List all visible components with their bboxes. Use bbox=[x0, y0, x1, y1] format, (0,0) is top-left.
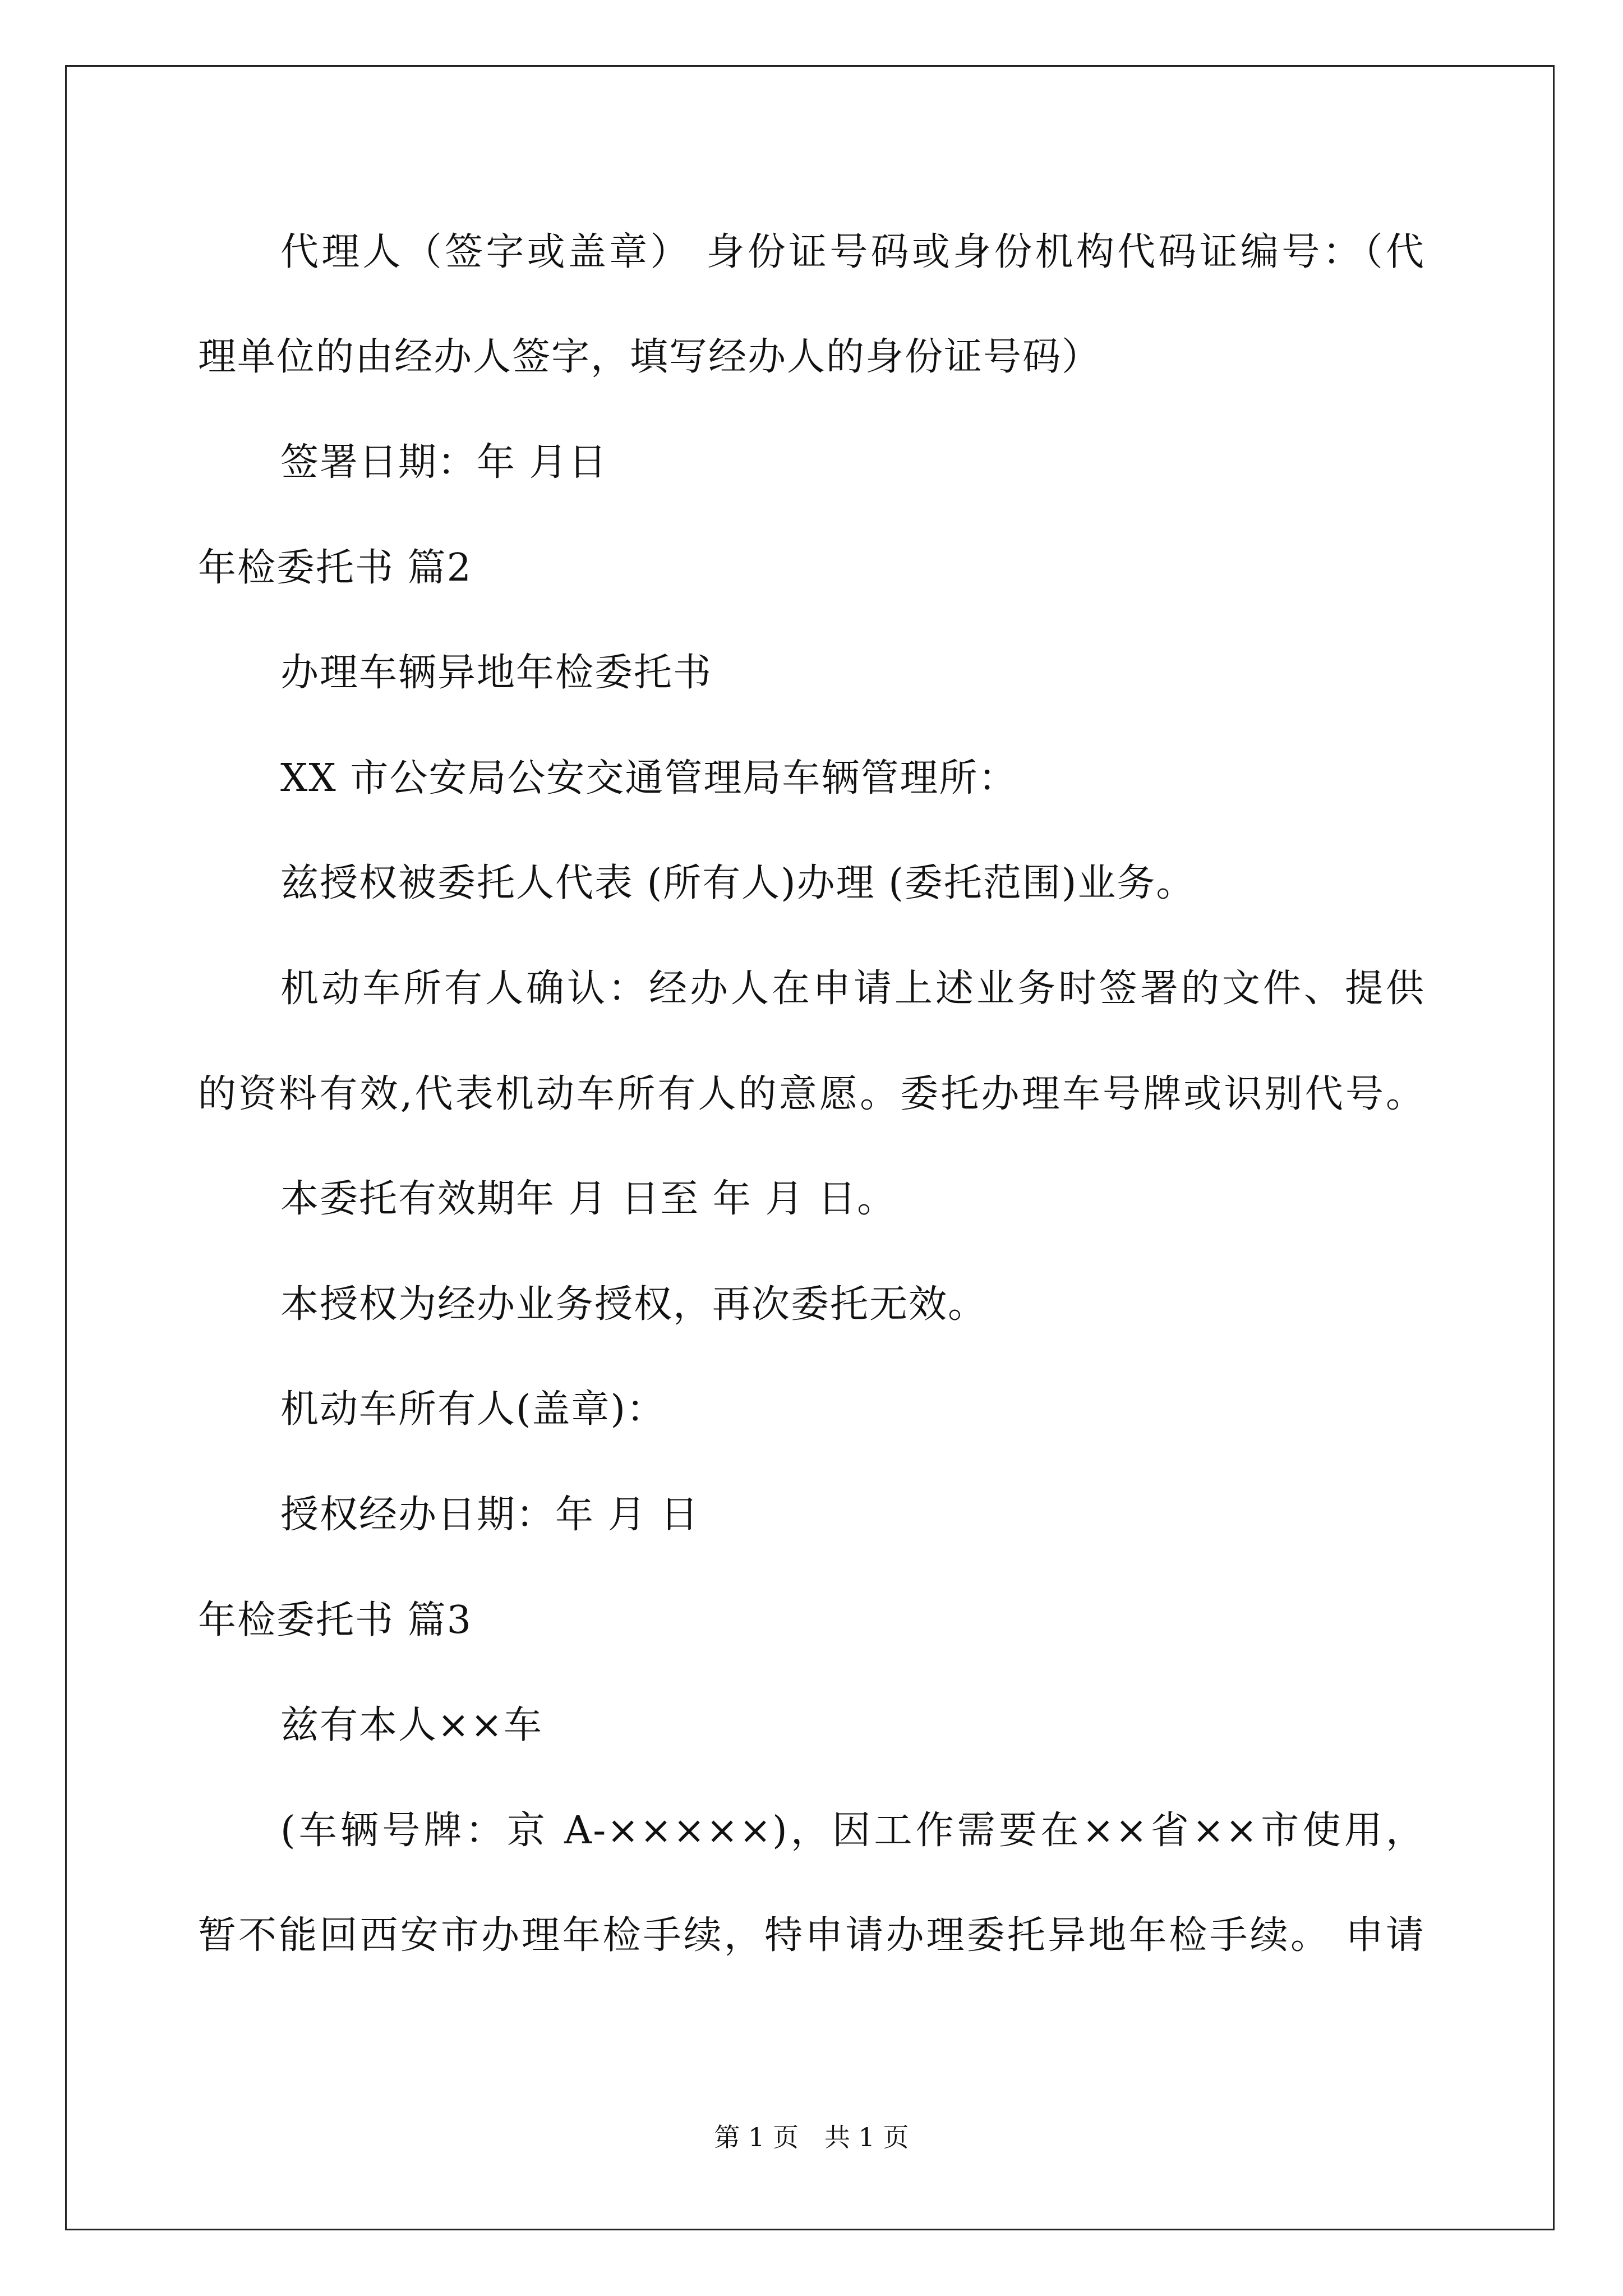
paragraph-line: 本授权为经办业务授权，再次委托无效。 bbox=[280, 1282, 988, 1327]
paragraph-line: 本委托有效期年 月 日至 年 月 日。 bbox=[280, 1177, 897, 1221]
section-heading: 年检委托书 篇3 bbox=[198, 1598, 472, 1642]
paragraph-line: (车辆号牌：京 A-×××××)，因工作需要在××省××市使用， bbox=[280, 1809, 1425, 1853]
paragraph-line: 办理车辆异地年检委托书 bbox=[280, 651, 713, 695]
paragraph-line: 理单位的由经办人签字，填写经办人的身份证号码） bbox=[198, 335, 1101, 379]
paragraph-line: 的资料有效,代表机动车所有人的意愿。委托办理车号牌或识别代号。 bbox=[198, 1072, 1425, 1116]
paragraph-line: 暂不能回西安市办理年检手续，特申请办理委托异地年检手续。 申请 bbox=[198, 1913, 1425, 1958]
page-footer: 第 1 页 共 1 页 bbox=[714, 2122, 909, 2152]
paragraph-line: 机动车所有人(盖章)： bbox=[280, 1387, 666, 1432]
paragraph-line: 代理人（签字或盖章） 身份证号码或身份机构代码证编号：（代 bbox=[280, 230, 1425, 274]
paragraph-line: 机动车所有人确认：经办人在申请上述业务时签署的文件、提供 bbox=[280, 967, 1425, 1011]
paragraph-line: 签署日期：年 月日 bbox=[280, 440, 608, 485]
paragraph-line: XX 市公安局公安交通管理局车辆管理所： bbox=[280, 756, 1018, 800]
paragraph-line: 授权经办日期：年 月 日 bbox=[280, 1493, 700, 1537]
paragraph-line: 兹授权被委托人代表 (所有人)办理 (委托范围)业务。 bbox=[280, 861, 1196, 905]
paragraph-line: 兹有本人××车 bbox=[280, 1703, 543, 1747]
section-heading: 年检委托书 篇2 bbox=[198, 546, 472, 590]
page-border bbox=[65, 65, 1555, 2230]
